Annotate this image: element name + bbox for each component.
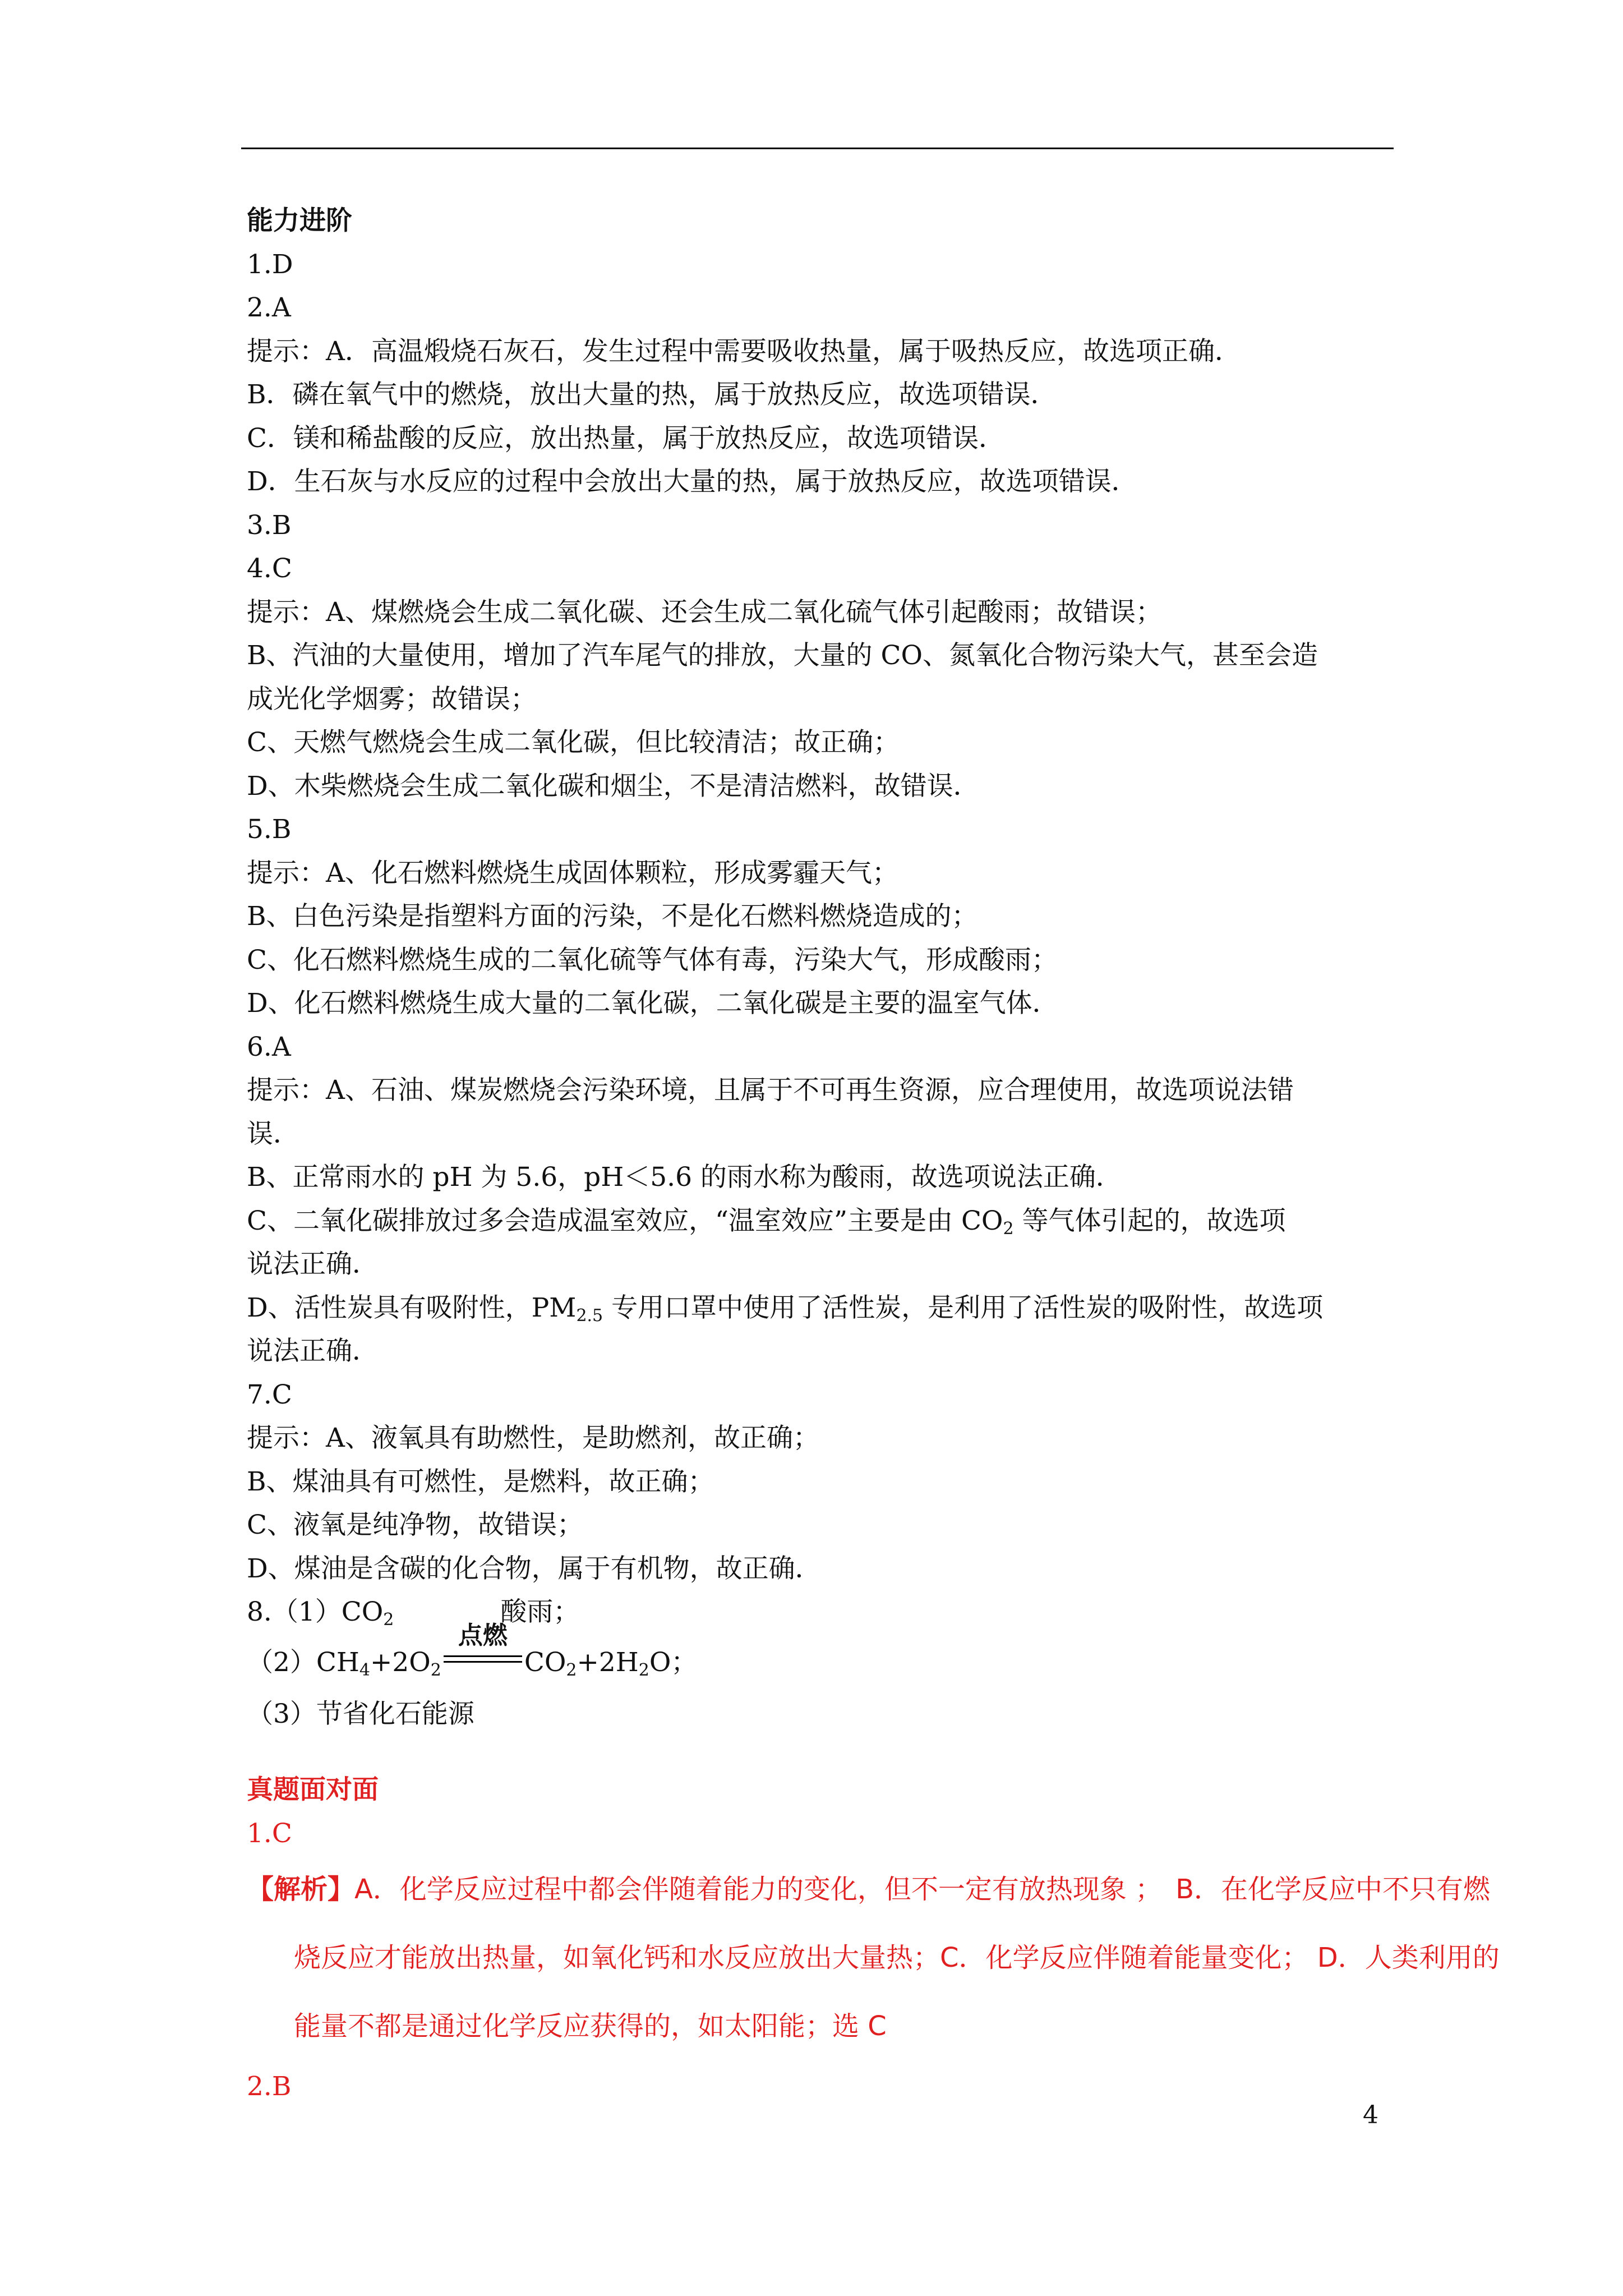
text-line: 4.C <box>247 553 292 584</box>
text-line: 提示：A、化石燃料燃烧生成固体颗粒，形成雾霾天气； <box>247 857 898 889</box>
analysis-line: 能量不都是通过化学反应获得的，如太阳能；选 C <box>294 2010 887 2042</box>
text-run: D、活性炭具有吸附性，PM <box>247 1292 577 1323</box>
equals-line-top <box>444 1655 522 1657</box>
text-line: B、汽油的大量使用，增加了汽车尾气的排放，大量的 CO、氮氧化合物污染大气，甚至会造 <box>247 640 1318 671</box>
section-title-exam: 真题面对面 <box>247 1774 379 1805</box>
q8-part3: （3）节省化石能源 <box>247 1698 474 1729</box>
analysis-block <box>247 1855 1500 2060</box>
q8-part2-equation <box>247 1621 1402 1692</box>
text-line: 提示：A、石油、煤炭燃烧会污染环境，且属于不可再生资源，应合理使用，故选项说法错 <box>247 1075 1294 1106</box>
reaction-condition: 点燃 <box>458 1621 508 1650</box>
analysis-line <box>247 1855 1491 1924</box>
subscript: 4 <box>359 1660 370 1680</box>
text-line: B．磷在氧气中的燃烧，放出大量的热，属于放热反应，故选项错误． <box>247 379 1057 410</box>
text-line: 成光化学烟雾；故错误； <box>247 683 537 715</box>
analysis-line: 烧反应才能放出热量，如氧化钙和水反应放出大量热；C．化学反应伴随着能量变化； D．人类利用的 <box>294 1942 1500 1973</box>
text-line: B、白色污染是指塑料方面的污染，不是化石燃料燃烧造成的； <box>247 901 978 932</box>
text-run: +2H <box>577 1646 639 1678</box>
text-line: 提示：A、液氧具有助燃性，是助燃剂，故正确； <box>247 1423 819 1453</box>
q8-part1 <box>247 1590 1402 1634</box>
text-run: 专用口罩中使用了活性炭，是利用了活性炭的吸附性，故选项 <box>603 1292 1324 1323</box>
equals-line-bottom <box>444 1661 522 1663</box>
text-line: 提示：A、煤燃烧会生成二氧化碳、还会生成二氧化硫气体引起酸雨；故错误； <box>247 596 1162 628</box>
text-line: B、正常雨水的 pH 为 5.6，pH＜5.6 的雨水称为酸雨，故选项说法正确． <box>247 1162 1122 1193</box>
text-run: 8.（1）CO <box>247 1596 384 1627</box>
text-line: 2.A <box>247 292 291 323</box>
text-line: C．镁和稀盐酸的反应，放出热量，属于放热反应，故选项错误． <box>247 422 1005 454</box>
text-line: 误． <box>247 1118 299 1149</box>
text-run: CO <box>524 1646 566 1678</box>
analysis-tag: 【解析】 <box>247 1874 355 1905</box>
text-line: C、化石燃料燃烧生成的二氧化硫等气体有毒，污染大气，形成酸雨； <box>247 944 1058 976</box>
subscript: 2 <box>638 1660 649 1680</box>
text-line: 5.B <box>247 814 292 845</box>
text-run: A．化学反应过程中都会伴随着能力的变化，但不一定有放热现象 ； B．在化学反应中不只有燃 <box>354 1874 1491 1905</box>
text-line: 说法正确． <box>247 1336 379 1366</box>
text-line: C、液氧是纯净物，故错误； <box>247 1510 583 1540</box>
text-line: 2.B <box>247 2071 292 2102</box>
text-run: +2O <box>370 1646 431 1678</box>
page-number: 4 <box>1363 2101 1378 2129</box>
text-line <box>247 1286 1402 1330</box>
text-line: D、煤油是含碳的化合物，属于有机物，故正确． <box>247 1553 822 1584</box>
text-line: 1.C <box>247 1818 292 1849</box>
text-line: 3.B <box>247 509 292 541</box>
text-line: 提示：A．高温煅烧石灰石，发生过程中需要吸收热量，属于吸热反应，故选项正确． <box>247 335 1241 367</box>
section-title-ability: 能力进阶 <box>247 205 352 236</box>
text-line: B、煤油具有可燃性，是燃料，故正确； <box>247 1466 714 1497</box>
text-line: D、木柴燃烧会生成二氧化碳和烟尘，不是清洁燃料，故错误． <box>247 770 980 802</box>
reaction-condition-arrow <box>444 1621 522 1674</box>
text-line: 说法正确． <box>247 1249 379 1280</box>
subscript: 2 <box>430 1660 441 1680</box>
subscript: 2 <box>566 1660 577 1680</box>
text-run: 等气体引起的，故选项 <box>1013 1205 1286 1236</box>
text-line <box>247 1199 1402 1243</box>
text-line: 6.A <box>247 1031 291 1062</box>
text-run: （2）CH <box>247 1646 359 1678</box>
text-line: 1.D <box>247 249 293 280</box>
section-gap <box>247 1736 1402 1768</box>
subscript: 2.5 <box>576 1305 603 1326</box>
subscript: 2 <box>1003 1218 1014 1239</box>
text-run: C、二氧化碳排放过多会造成温室效应，“温室效应”主要是由 CO <box>247 1205 1003 1236</box>
header-rule <box>241 148 1394 149</box>
text-run: O； <box>649 1646 698 1678</box>
subscript: 2 <box>383 1610 394 1630</box>
text-line: D、化石燃料燃烧生成大量的二氧化碳，二氧化碳是主要的温室气体． <box>247 988 1059 1019</box>
text-line: D．生石灰与水反应的过程中会放出大量的热，属于放热反应，故选项错误． <box>247 466 1138 497</box>
content <box>247 199 1500 2109</box>
text-line: C、天燃气燃烧会生成二氧化碳，但比较清洁；故正确； <box>247 727 900 758</box>
text-line: 7.C <box>247 1379 292 1410</box>
text-run: 酸雨； <box>500 1596 580 1627</box>
